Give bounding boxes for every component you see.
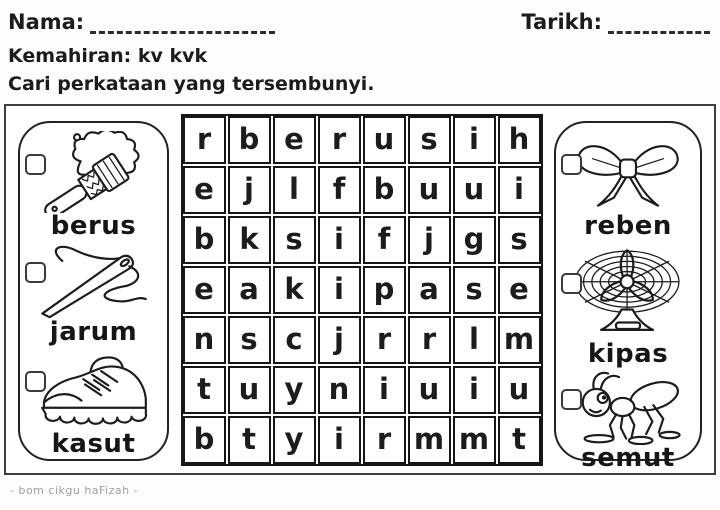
grid-cell-r7c5[interactable]: r [363,416,406,464]
shoe-icon [33,347,155,431]
nama-field [8,10,275,34]
kipas-label: kipas [587,339,669,370]
grid-cell-r2c5[interactable]: b [363,166,406,214]
reben-checkbox[interactable] [561,154,582,175]
tarikh-label: Tarikh: [521,10,602,34]
grid-cell-r1c1[interactable]: r [183,116,226,164]
kasut-checkbox[interactable] [25,371,46,392]
grid-cell-r6c1[interactable]: t [183,366,226,414]
grid-cell-r7c8[interactable]: t [498,416,541,464]
right-word-panel [554,121,702,474]
grid-cell-r2c7[interactable]: u [453,166,496,214]
kipas-checkbox[interactable] [561,273,582,294]
grid-cell-r4c5[interactable]: p [363,266,406,314]
grid-cell-r6c6[interactable]: u [408,366,451,414]
kasut-label: kasut [51,429,136,460]
grid-cell-r1c2[interactable]: b [228,116,271,164]
grid-cell-r5c6[interactable]: r [408,316,451,364]
semut-label: semut [581,443,675,474]
grid-cell-r4c2[interactable]: a [228,266,271,314]
instruction-text: Cari perkataan yang tersembunyi. [8,72,375,95]
needle-icon [35,241,153,319]
grid-cell-r2c1[interactable]: e [183,166,226,214]
grid-cell-r1c4[interactable]: r [318,116,361,164]
worksheet-body [4,104,716,475]
kemahiran-value: kv kvk [137,45,208,67]
grid-cell-r5c5[interactable]: r [363,316,406,364]
nama-blank-line [90,16,275,34]
berus-checkbox[interactable] [25,154,46,175]
grid-cell-r2c4[interactable]: f [318,166,361,214]
credit-watermark: - bom cikgu haFizah - [10,484,139,498]
grid-cell-r5c7[interactable]: l [453,316,496,364]
grid-cell-r5c2[interactable]: s [228,316,271,364]
grid-cell-r1c5[interactable]: u [363,116,406,164]
grid-cell-r6c3[interactable]: y [273,366,316,414]
fan-icon [569,241,687,341]
grid-cell-r3c1[interactable]: b [183,216,226,264]
grid-cell-r2c8[interactable]: i [498,166,541,214]
grid-cell-r2c3[interactable]: l [273,166,316,214]
grid-cell-r7c4[interactable]: i [318,416,361,464]
grid-cell-r4c1[interactable]: e [183,266,226,314]
header [0,0,720,34]
word-item-kasut [24,347,163,459]
tarikh-field [521,10,710,34]
paintbrush-icon [36,131,152,213]
grid-cell-r4c6[interactable]: a [408,266,451,314]
jarum-label: jarum [49,317,138,348]
grid-cell-r4c3[interactable]: k [273,266,316,314]
grid-cell-r6c2[interactable]: u [228,366,271,414]
grid-cell-r6c4[interactable]: n [318,366,361,414]
grid-cell-r3c6[interactable]: j [408,216,451,264]
grid-cell-r1c6[interactable]: s [408,116,451,164]
grid-cell-r6c8[interactable]: u [498,366,541,414]
grid-cell-r1c8[interactable]: h [498,116,541,164]
grid-cell-r7c3[interactable]: y [273,416,316,464]
grid-cell-r3c3[interactable]: s [273,216,316,264]
tarikh-blank-line [608,16,710,34]
word-item-berus [24,131,163,241]
grid-cell-r6c7[interactable]: i [453,366,496,414]
word-item-semut [560,369,696,473]
semut-checkbox[interactable] [561,389,582,410]
word-item-kipas [560,241,696,369]
grid-cell-r1c3[interactable]: e [273,116,316,164]
grid-cell-r2c6[interactable]: u [408,166,451,214]
grid-cell-r7c1[interactable]: b [183,416,226,464]
grid-cell-r3c5[interactable]: f [363,216,406,264]
kemahiran-label: Kemahiran: [8,45,132,67]
berus-label: berus [50,211,137,242]
word-item-jarum [24,241,163,347]
grid-cell-r7c7[interactable]: m [453,416,496,464]
grid-cell-r5c8[interactable]: m [498,316,541,364]
grid-cell-r7c2[interactable]: t [228,416,271,464]
grid-cell-r3c2[interactable]: k [228,216,271,264]
jarum-checkbox[interactable] [25,262,46,283]
grid-cell-r5c1[interactable]: n [183,316,226,364]
grid-cell-r3c7[interactable]: g [453,216,496,264]
grid-cell-r5c4[interactable]: j [318,316,361,364]
grid-cell-r3c4[interactable]: i [318,216,361,264]
reben-label: reben [584,211,672,242]
grid-cell-r7c6[interactable]: m [408,416,451,464]
ant-icon [566,369,690,445]
grid-cell-r6c5[interactable]: i [363,366,406,414]
grid-cell-r3c8[interactable]: s [498,216,541,264]
grid-cell-r4c7[interactable]: s [453,266,496,314]
grid-cell-r1c7[interactable]: i [453,116,496,164]
grid-cell-r4c8[interactable]: e [498,266,541,314]
word-item-reben [560,131,696,241]
ribbon-bow-icon [566,131,690,213]
grid-zone [169,106,554,473]
left-word-panel [18,121,169,461]
kemahiran-line [0,43,720,71]
nama-label: Nama: [8,10,85,34]
word-search-grid [181,114,543,466]
grid-cell-r5c3[interactable]: c [273,316,316,364]
grid-cell-r2c2[interactable]: j [228,166,271,214]
grid-cell-r4c4[interactable]: i [318,266,361,314]
